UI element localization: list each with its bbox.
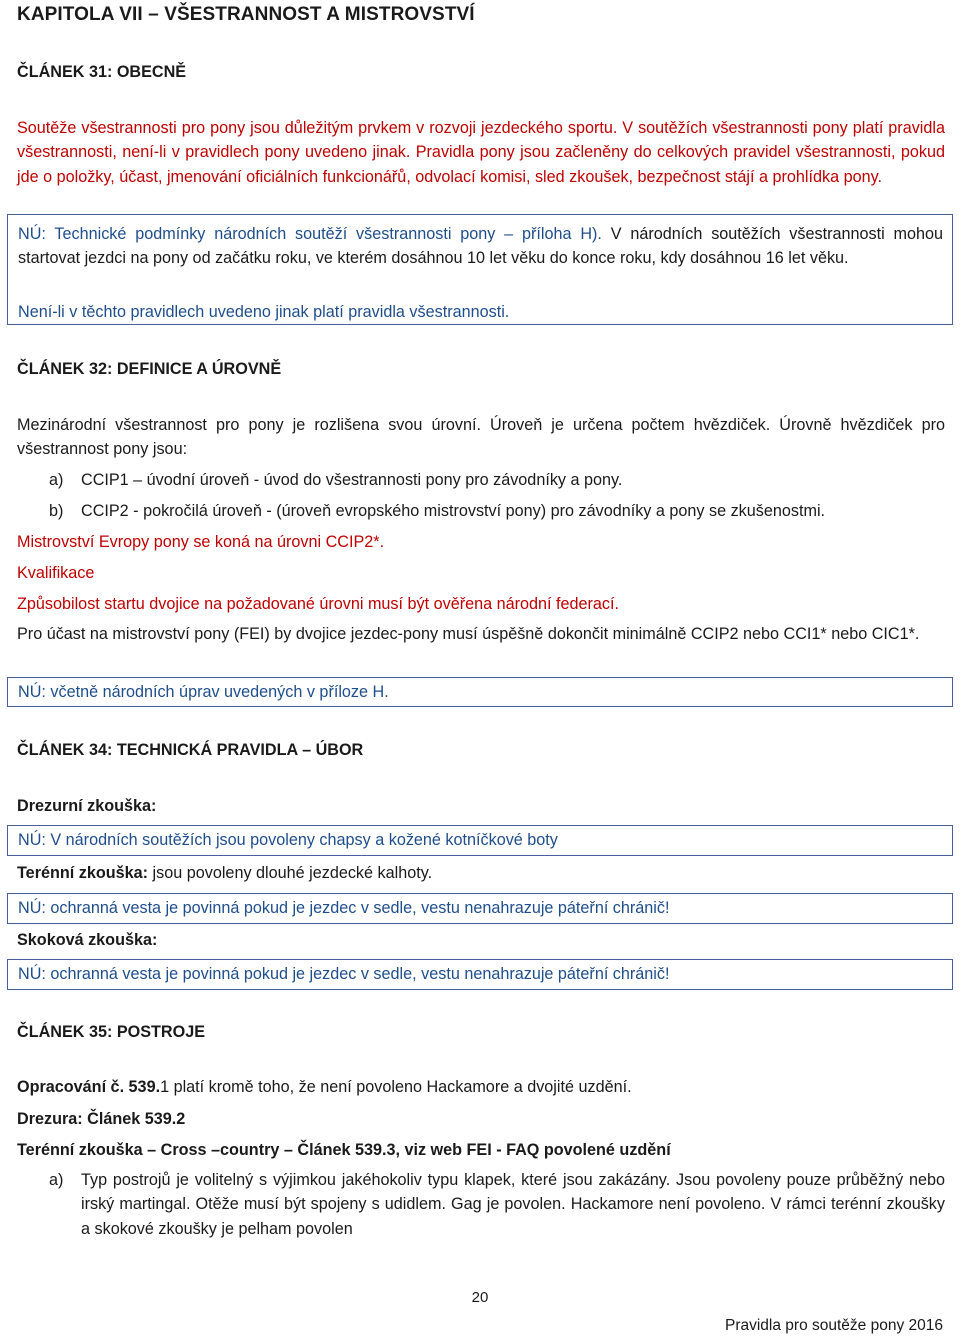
national-note-jumping-text: NÚ: ochranná vesta je povinná pokud je jezdec v sedle, vestu nenahrazuje páteřní chránič! (18, 965, 670, 983)
national-note-31-para2: Není-li v těchto pravidlech uvedeno jinak platí pravidla všestrannosti. (18, 303, 510, 321)
article-31-intro: Soutěže všestrannosti pro pony jsou důležitým prvkem v rozvoji jezdeckého sportu. V soutěžích všestrannosti pony platí pravidla všestrannosti, není-li v pravidlech pony uvedeno jinak. Pravidla pony jsou začleněny do celkových pravidel všestrannosti, pokud jde o položky, účast, jmenování oficiálních funkcionářů, odvolací komisi, sled zkoušek, bezpečnost stájí a prohlídka pony. (17, 119, 945, 186)
national-note-cross-country-text: NÚ: ochranná vesta je povinná pokud je jezdec v sedle, vestu nenahrazuje páteřní chránič! (18, 899, 670, 917)
national-note-dressage-text: NÚ: V národních soutěžích jsou povoleny chapsy a kožené kotníčkové boty (18, 831, 558, 849)
national-note-31-para1 (18, 222, 943, 271)
national-note-32-text: NÚ: včetně národních úprav uvedených v příloze H. (18, 683, 389, 701)
national-note-31-age: V národních soutěžích všestrannosti mohou startovat jezdci na pony od začátku roku, ve kterém dosáhnou 10 let věku do konce roku, kdy dosáhnou 16 let věku. (18, 225, 943, 268)
level-item-text: CCIP1 – úvodní úroveň - úvod do všestrannosti pony pro závodníky a pony. (81, 471, 623, 489)
national-note-box-dressage (7, 825, 953, 856)
cross-country-rule (17, 1138, 945, 1162)
chapter-title: KAPITOLA VII – VŠESTRANNOST A MISTROVSTVÍ (17, 4, 475, 25)
national-note-box-cross-country (7, 893, 953, 924)
warmup-rule-text: 1 platí kromě toho, že není povoleno Hackamore a dvojité uzdění. (160, 1078, 632, 1096)
european-championship-note: Mistrovství Evropy pony se koná na úrovni CCIP2*. (17, 533, 385, 551)
cross-country-attire (17, 861, 945, 885)
qualification-text: Způsobilost startu dvojice na požadované úrovni musí být ověřena národní federací. (17, 595, 619, 613)
document-title-footer: Pravidla pro soutěže pony 2016 (724, 1317, 943, 1334)
jumping-test-label: Skoková zkouška: (17, 931, 158, 949)
warmup-rule-label: Opracování č. 539. (17, 1078, 161, 1096)
warmup-rule (17, 1075, 945, 1099)
level-item-marker: b) (49, 502, 64, 520)
national-note-box-32 (7, 677, 953, 707)
tack-item-marker: a) (49, 1171, 64, 1189)
cross-country-attire-text: jsou povoleny dlouhé jezdecké kalhoty. (148, 864, 433, 882)
championship-entry-text: Pro účast na mistrovství pony (FEI) by dvojice jezdec-pony musí úspěšně dokončit minimálně CCIP2 nebo CCI1* nebo CIC1*. (17, 625, 920, 643)
level-item-text: CCIP2 - pokročilá úroveň - (úroveň evropského mistrovství pony) pro závodníky a pony se zkušenostmi. (81, 502, 826, 520)
national-note-31-ref: NÚ: Technické podmínky národních soutěží všestrannosti pony – příloha H). (18, 225, 602, 243)
qualification-heading: Kvalifikace (17, 564, 95, 582)
article-35-heading: ČLÁNEK 35: POSTROJE (17, 1023, 205, 1041)
article-31-heading: ČLÁNEK 31: OBECNĚ (17, 63, 187, 81)
tack-item-text: Typ postrojů je volitelný s výjimkou jakéhokoliv typu klapek, které jsou zakázány. Jsou povoleny pouze průběžný nebo irský martingal. Otěže musí být spojeny s udidlem. Gag je povolen. Hackamore není povoleno. V rámci terénní zkoušky a skokové zkoušky je pelham povolen (81, 1171, 945, 1238)
article-32-heading: ČLÁNEK 32: DEFINICE A ÚROVNĚ (17, 360, 282, 378)
cross-country-label: Terénní zkouška: (17, 864, 149, 882)
level-item-marker: a) (49, 471, 64, 489)
cross-country-rule-label: Terénní zkouška – Cross –country – Článek 539. (17, 1141, 387, 1159)
article-34-heading: ČLÁNEK 34: TECHNICKÁ PRAVIDLA – ÚBOR (17, 741, 364, 759)
article-32-intro: Mezinárodní všestrannost pro pony je rozlišena svou úrovní. Úroveň je určena počtem hvězdiček. Úrovně hvězdiček pro všestrannost pony jsou: (17, 416, 945, 459)
national-note-box-31 (7, 214, 953, 325)
national-note-box-jumping (7, 959, 953, 990)
cross-country-rule-text: 3, viz web FEI - FAQ povolené uzdění (386, 1141, 671, 1159)
dressage-rule: Drezura: Článek 539.2 (17, 1110, 186, 1128)
dressage-test-label: Drezurní zkouška: (17, 797, 157, 815)
page-number: 20 (471, 1289, 489, 1306)
